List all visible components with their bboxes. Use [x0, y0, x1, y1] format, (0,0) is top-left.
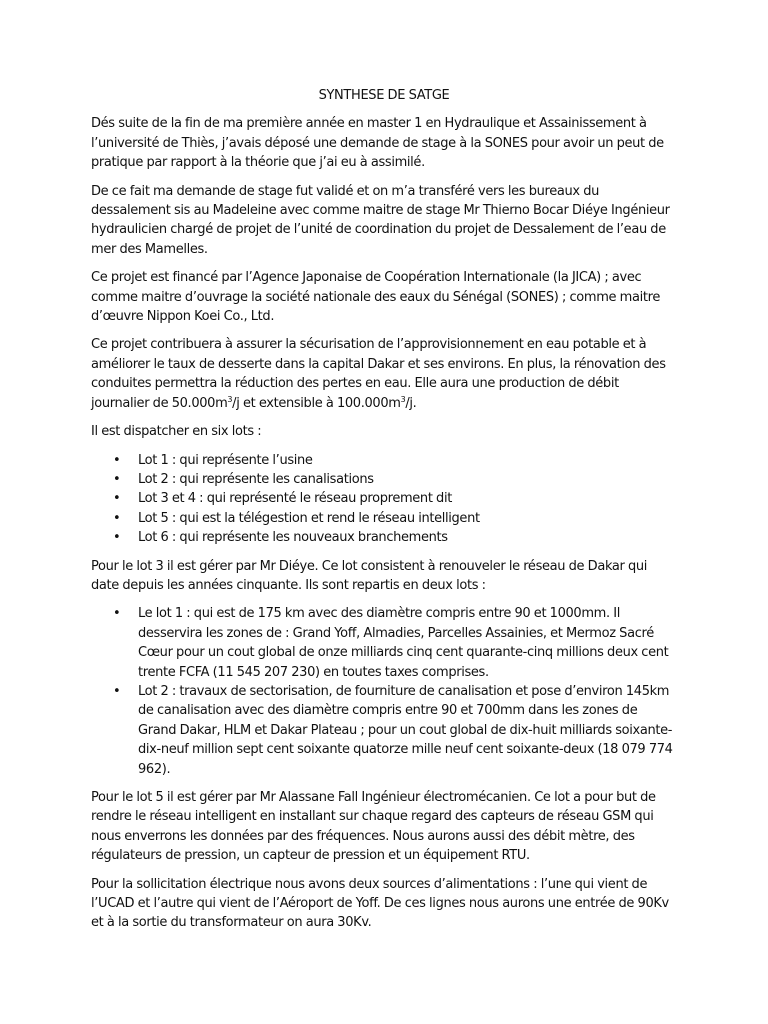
bullet-icon: • — [113, 452, 121, 468]
list-item — [91, 682, 677, 779]
objective-text-1: Ce projet contribuera à assurer la sécurisation de l’approvisionnement en eau potable et à améliorer le taux de desserte dans la capital Dakar et ses environs. En plus, la rénovation des conduites permettra la réduction des pertes en eau. Elle aura une production de débit journalier de 50.000m — [91, 337, 666, 411]
paragraph-dispatch: Il est dispatcher en six lots : — [91, 424, 262, 440]
lots-list — [91, 451, 677, 548]
objective-text-3: /j. — [405, 395, 417, 411]
bullet-icon: • — [113, 683, 121, 699]
paragraph-objective — [91, 335, 677, 413]
objective-text-2: /j et extensible à 100.000m — [232, 395, 401, 411]
bullet-icon: • — [113, 491, 121, 507]
list-item — [91, 528, 677, 547]
list-item — [91, 509, 677, 528]
bullet-icon: • — [113, 510, 121, 526]
list-item — [91, 604, 677, 682]
paragraph-lot3-intro: Pour le lot 3 il est gérer par Mr Diéye. Ce lot consistent à renouveler le réseau de Dakar qui date depuis les années cinquante. Ils sont repartis en deux lots : — [91, 558, 648, 593]
paragraph-electric: Pour la sollicitation électrique nous avons deux sources d’alimentations : l’une qui vient de l’UCAD et l’autre qui vient de l’Aéroport de Yoff. De ces lignes nous aurons une entrée de 90Kv et à la sortie du transformateur on aura 30Kv. — [91, 876, 669, 931]
list-item — [91, 489, 677, 508]
document-page — [91, 86, 677, 942]
objective-superscript-2: 3 — [400, 394, 406, 404]
list-item-text: Lot 3 et 4 : qui représenté le réseau proprement dit — [138, 491, 452, 507]
paragraph-lot5: Pour le lot 5 il est gérer par Mr Alassane Fall Ingénieur électromécanien. Ce lot a pour but de rendre le réseau intelligent en installant sur chaque regard des capteurs de réseau GSM qui nous enverrons les données par des fréquences. Nous aurons aussi des débit mètre, des régulateurs de pression, un capteur de pression et un équipement RTU. — [91, 790, 656, 864]
list-item — [91, 470, 677, 489]
list-item-text: Lot 2 : travaux de sectorisation, de fourniture de canalisation et pose d’environ 145km de canalisation avec des diamètre compris entre 90 et 700mm dans les zones de Grand Dakar, HLM et Dakar Plateau ; pour un cout global de dix-huit milliards soixante-dix-neuf million sept cent soixante quatorze mille neuf cent soixante-deux (18 079 774 962). — [138, 683, 673, 777]
paragraph-intro: Dés suite de la fin de ma première année en master 1 en Hydraulique et Assainissement à l’université de Thiès, j’avais déposé une demande de stage à la SONES pour avoir un peut de pratique par rapport à la théorie que j’ai eu à assimilé. — [91, 116, 664, 171]
objective-superscript-1: 3 — [227, 394, 233, 404]
list-item — [91, 451, 677, 470]
list-item-text: Lot 6 : qui représente les nouveaux branchements — [138, 530, 448, 546]
paragraph-finance: Ce projet est financé par l’Agence Japonaise de Coopération Internationale (la JICA) ; avec comme maitre d’ouvrage la société nationale des eaux du Sénégal (SONES) ; comme maitre d’œuvre Nippon Koei Co., Ltd. — [91, 270, 660, 325]
list-item-text: Lot 1 : qui représente l’usine — [138, 452, 313, 468]
bullet-icon: • — [113, 530, 121, 546]
document-title: SYNTHESE DE SATGE — [318, 88, 450, 103]
bullet-icon: • — [113, 471, 121, 487]
list-item-text: Le lot 1 : qui est de 175 km avec des diamètre compris entre 90 et 1000mm. Il desservira les zones de : Grand Yoff, Almadies, Parcelles Assainies, et Mermoz Sacré Cœur pour un cout global de onze milliards cinq cent quarante-cinq millions deux cent trente FCFA (11 545 207 230) en toutes taxes comprises. — [138, 606, 669, 680]
paragraph-stage: De ce fait ma demande de stage fut validé et on m’a transféré vers les bureaux du dessalement sis au Madeleine avec comme maitre de stage Mr Thierno Bocar Diéye Ingénieur hydraulicien chargé de projet de l’unité de coordination du projet de Dessalement de l’eau de mer des Mamelles. — [91, 183, 670, 257]
list-item-text: Lot 5 : qui est la télégestion et rend le réseau intelligent — [138, 510, 480, 526]
sub-lots-list — [91, 604, 677, 779]
bullet-icon: • — [113, 606, 121, 622]
list-item-text: Lot 2 : qui représente les canalisations — [138, 471, 374, 487]
